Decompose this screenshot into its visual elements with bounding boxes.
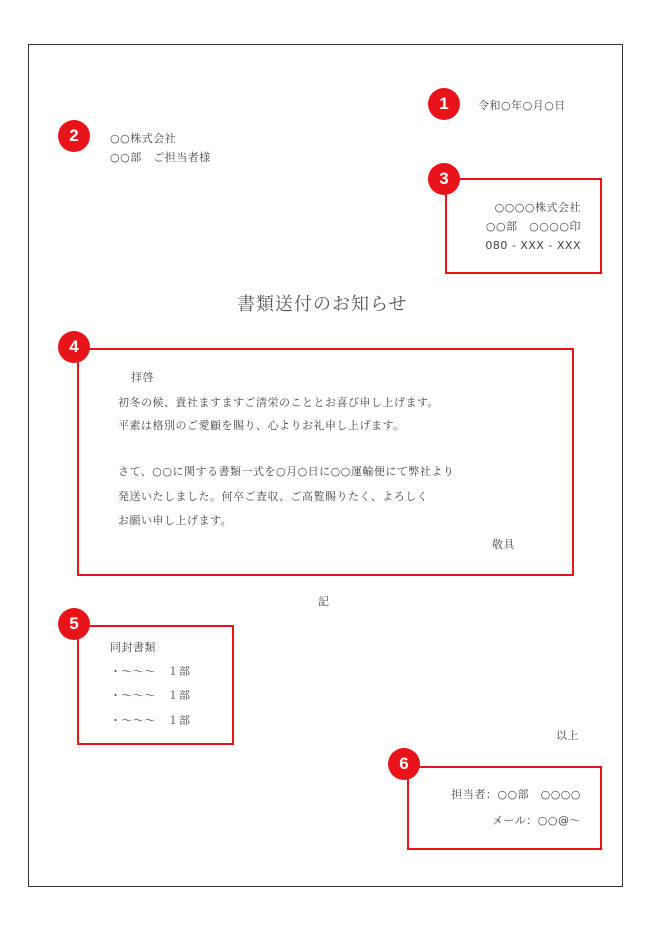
letter-title: 書類送付のお知らせ	[237, 294, 408, 315]
contact-email: メール：○○@～	[492, 814, 581, 827]
sender-company: ○○○○株式会社	[494, 201, 581, 214]
badge-2: 2	[58, 120, 90, 152]
badge-4: 4	[58, 331, 90, 363]
enclosure-item-1: ・～～～ １部	[110, 665, 191, 678]
contact-box	[407, 766, 602, 850]
enclosure-heading: 同封書類	[110, 641, 156, 654]
badge-6: 6	[388, 748, 420, 780]
body-line-4: 発送いたしました。何卒ご査収、ご高覧賜りたく、よろしく	[118, 490, 429, 503]
recipient-company: ○○株式会社	[110, 132, 177, 145]
badge-3: 3	[428, 163, 460, 195]
enclosure-item-2: ・～～～ １部	[110, 689, 191, 702]
ijou-text: 以上	[556, 729, 579, 742]
ki-text: 記	[318, 595, 330, 608]
badge-1: 1	[428, 88, 460, 120]
recipient-department: ○○部 ご担当者様	[110, 151, 211, 164]
body-line-1: 初冬の候、貴社ますますご清栄のこととお喜び申し上げます。	[118, 396, 440, 409]
body-line-2: 平素は格別のご愛顧を賜り、心よりお礼申し上げます。	[118, 419, 405, 432]
date-text: 令和○年○月○日	[478, 99, 566, 112]
sender-department: ○○部 ○○○○印	[485, 220, 581, 233]
body-line-5: お願い申し上げます。	[118, 514, 233, 527]
sender-phone: 080 - XXX - XXX	[485, 239, 581, 252]
enclosure-item-3: ・～～～ １部	[110, 714, 191, 727]
badge-5: 5	[58, 608, 90, 640]
contact-person: 担当者：○○部 ○○○○	[451, 788, 581, 801]
body-closing: 敬具	[492, 538, 515, 551]
body-opening: 拝啓	[131, 371, 154, 384]
body-line-3: さて、○○に関する書類一式を○月○日に○○運輸便にて弊社より	[118, 465, 455, 478]
